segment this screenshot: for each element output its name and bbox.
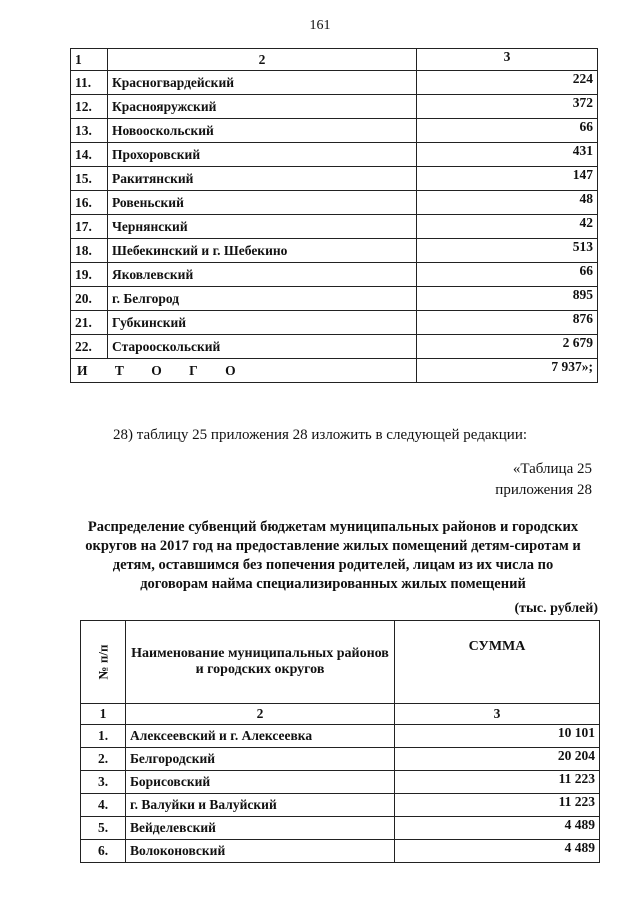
table-row <box>81 817 600 840</box>
amount: 66 <box>417 263 598 287</box>
header-number-text: № п/п <box>95 644 110 679</box>
district-name: Борисовский <box>126 771 395 794</box>
column-number-row <box>81 704 600 725</box>
row-number: 21. <box>71 311 108 335</box>
table-header-row <box>71 49 598 71</box>
row-number: 4. <box>81 794 126 817</box>
amendment-paragraph: 28) таблицу 25 приложения 28 изложить в следующей редакции: <box>112 427 528 443</box>
row-number: 3. <box>81 771 126 794</box>
table-caption-line-2: приложения 28 <box>495 482 592 498</box>
district-name: Чернянский <box>108 215 417 239</box>
table-row <box>81 725 600 748</box>
subsidy-table-25 <box>80 620 600 863</box>
amount: 224 <box>417 71 598 95</box>
district-name: Яковлевский <box>108 263 417 287</box>
district-name: Ровеньский <box>108 191 417 215</box>
table-row <box>81 748 600 771</box>
row-number: 2. <box>81 748 126 771</box>
district-name: Алексеевский и г. Алексеевка <box>126 725 395 748</box>
district-name: Губкинский <box>108 311 417 335</box>
table-row <box>81 771 600 794</box>
row-number: 12. <box>71 95 108 119</box>
district-name: Новооскольский <box>108 119 417 143</box>
amount: 431 <box>417 143 598 167</box>
amount: 2 679 <box>417 335 598 359</box>
page-number: 161 <box>309 18 331 33</box>
colnum-3: 3 <box>395 704 600 725</box>
district-name: Вейделевский <box>126 817 395 840</box>
district-name: Шебекинский и г. Шебекино <box>108 239 417 263</box>
row-number: 13. <box>71 119 108 143</box>
district-name: Ракитянский <box>108 167 417 191</box>
table-title: Распределение субвенций бюджетам муниципальных районов и городских округов на 2017 год на предоставление жилых помещений детям-сиротам и детям, оставшимся без попечения родителей, лицам из их числа по договорам найма специализированных жилых помещений <box>85 519 581 592</box>
header-col-1: 1 <box>71 49 108 71</box>
header-name: Наименование муниципальных районов и городских округов <box>126 621 395 704</box>
row-number: 20. <box>71 287 108 311</box>
table-row <box>71 191 598 215</box>
total-value: 7 937»; <box>417 359 598 383</box>
row-number: 11. <box>71 71 108 95</box>
table-row <box>71 71 598 95</box>
header-col-2: 2 <box>108 49 417 71</box>
amount: 147 <box>417 167 598 191</box>
header-number <box>81 621 126 704</box>
row-number: 15. <box>71 167 108 191</box>
header-col-3: 3 <box>417 49 598 71</box>
subsidy-table-continued <box>70 48 598 383</box>
district-name: Красногвардейский <box>108 71 417 95</box>
district-name: г. Белгород <box>108 287 417 311</box>
table-caption-line-1: «Таблица 25 <box>512 461 592 477</box>
amount: 20 204 <box>395 748 600 771</box>
total-label: И Т О Г О <box>71 359 417 383</box>
table-row <box>81 840 600 863</box>
table-row <box>71 335 598 359</box>
colnum-1: 1 <box>81 704 126 725</box>
amount: 372 <box>417 95 598 119</box>
row-number: 18. <box>71 239 108 263</box>
table-row <box>71 95 598 119</box>
amount: 513 <box>417 239 598 263</box>
table-row <box>81 794 600 817</box>
row-number: 22. <box>71 335 108 359</box>
row-number: 17. <box>71 215 108 239</box>
amount: 11 223 <box>395 794 600 817</box>
table-row <box>71 311 598 335</box>
row-number: 19. <box>71 263 108 287</box>
row-number: 14. <box>71 143 108 167</box>
district-name: Краснояружский <box>108 95 417 119</box>
amount: 876 <box>417 311 598 335</box>
amount: 66 <box>417 119 598 143</box>
table-row <box>71 263 598 287</box>
table-row <box>71 167 598 191</box>
row-number: 16. <box>71 191 108 215</box>
district-name: Белгородский <box>126 748 395 771</box>
row-number: 5. <box>81 817 126 840</box>
amount: 48 <box>417 191 598 215</box>
row-number: 1. <box>81 725 126 748</box>
table-header-row <box>81 621 600 704</box>
district-name: г. Валуйки и Валуйский <box>126 794 395 817</box>
header-sum: СУММА <box>395 621 600 704</box>
amount: 4 489 <box>395 840 600 863</box>
amount: 11 223 <box>395 771 600 794</box>
district-name: Волоконовский <box>126 840 395 863</box>
amount: 4 489 <box>395 817 600 840</box>
table-row <box>71 143 598 167</box>
units-label: (тыс. рублей) <box>514 601 598 616</box>
table-row <box>71 239 598 263</box>
row-number: 6. <box>81 840 126 863</box>
district-name: Старооскольский <box>108 335 417 359</box>
table-row <box>71 119 598 143</box>
amount: 10 101 <box>395 725 600 748</box>
total-row <box>71 359 598 383</box>
amount: 895 <box>417 287 598 311</box>
table-row <box>71 287 598 311</box>
amount: 42 <box>417 215 598 239</box>
table-row <box>71 215 598 239</box>
district-name: Прохоровский <box>108 143 417 167</box>
colnum-2: 2 <box>126 704 395 725</box>
